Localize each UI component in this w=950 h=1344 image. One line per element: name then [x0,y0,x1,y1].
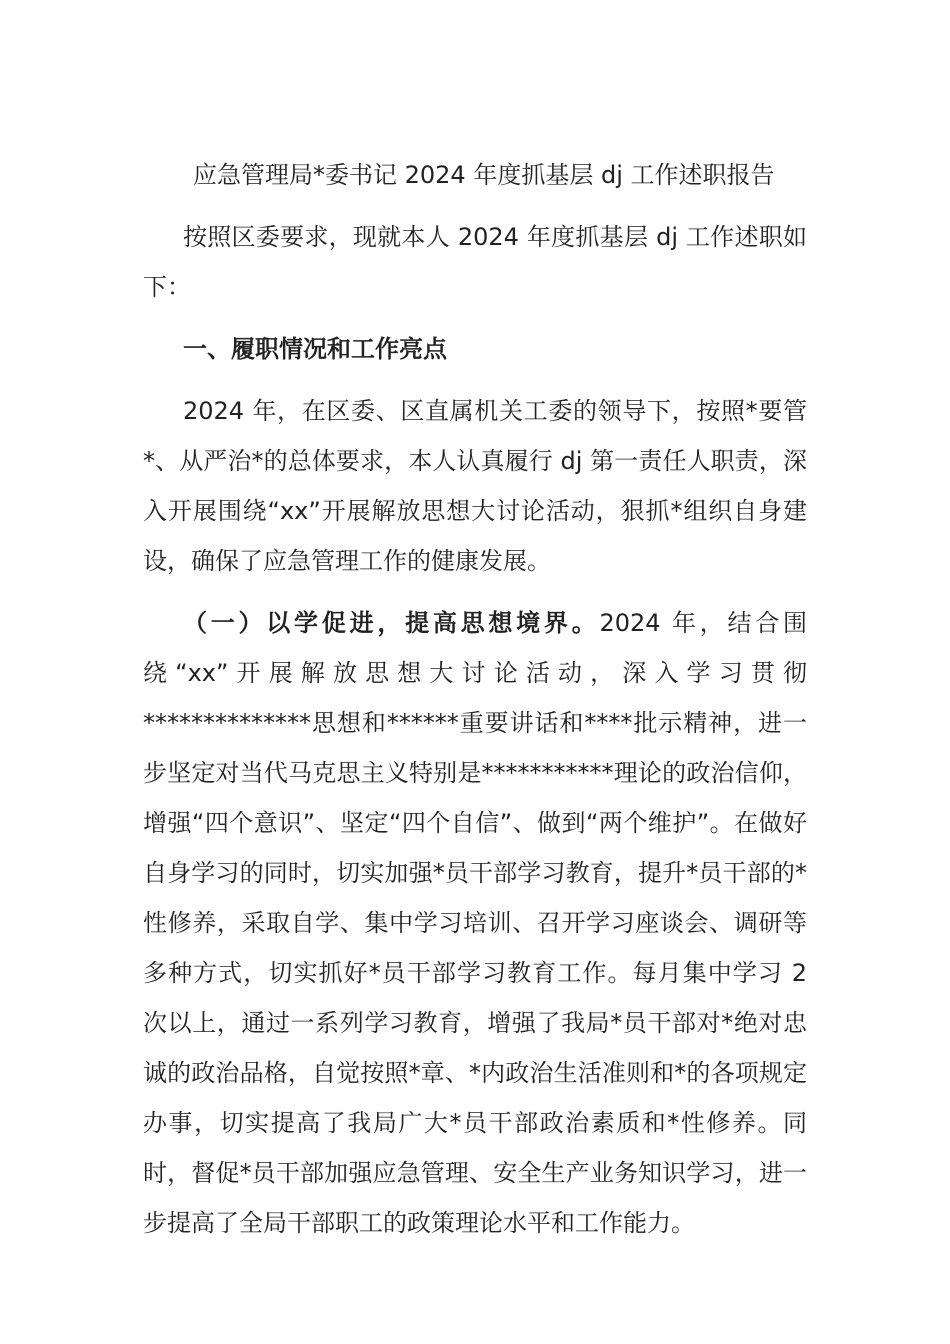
document-body [143,150,807,1248]
body-paragraph-1: 2024 年，在区委、区直属机关工委的领导下，按照*要管*、从严治*的总体要求，本人认真履行 dj 第一责任人职责，深入开展围绕“xx”开展解放思想大讨论活动，狠抓*组织自身建设，确保了应急管理工作的健康发展。 [143,397,807,575]
body-paragraph-2-text: 2024 年，结合围绕“xx”开展解放思想大讨论活动，深入学习贯彻**************思想和******重要讲话和****批示精神，进一步坚定对当代马克思主义特别是***********理论的政治信仰，增强“四个意识”、坚定“四个自信”、做到“两个维护”。在做好自身学习的同时，切实加强*员干部学习教育，提升*员干部的*性修养，采取自学、集中学习培训、召开学习座谈会、调研等多种方式，切实抓好*员干部学习教育工作。每月集中学习 2 次以上，通过一系列学习教育，增强了我局*员干部对*绝对忠诚的政治品格，自觉按照*章、*内政治生活准则和*的各项规定办事，切实提高了我局广大*员干部政治素质和*性修养。同时，督促*员干部加强应急管理、安全生产业务知识学习，进一步提高了全局干部职工的政策理论水平和工作能力。 [143,609,807,1237]
section-heading: 一、履职情况和工作亮点 [183,335,447,363]
subheading-1: （一）以学促进，提高思想境界。 [183,609,600,637]
body-paragraph-2 [143,598,807,1248]
document-title: 应急管理局*委书记 2024 年度抓基层 dj 工作述职报告 [193,161,775,189]
intro-paragraph: 按照区委要求，现就本人 2024 年度抓基层 dj 工作述职如下： [143,223,807,301]
